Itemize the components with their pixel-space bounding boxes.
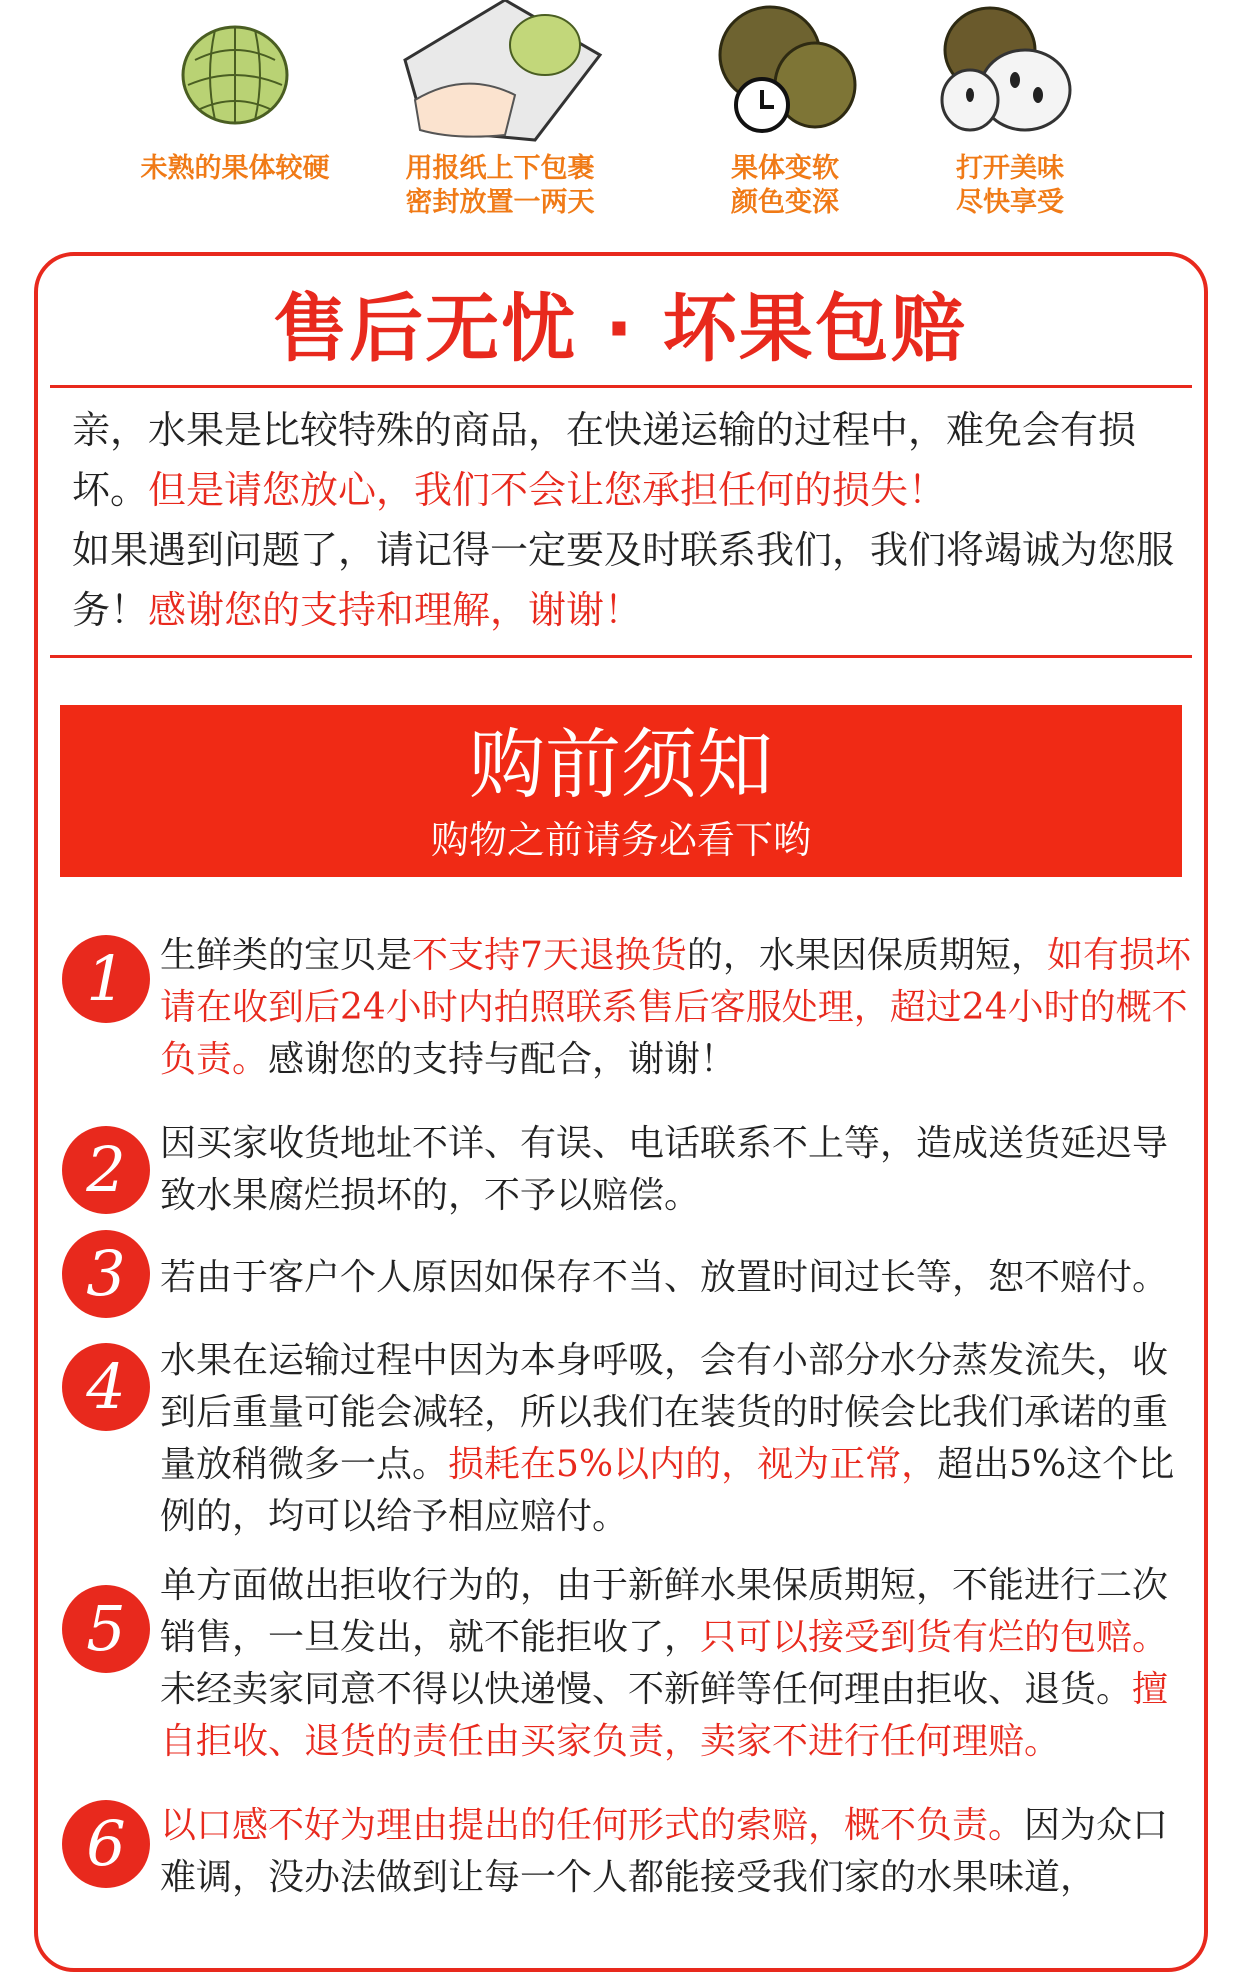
item-number-badge: 5 bbox=[62, 1585, 150, 1673]
step-4-line1: 打开美味 bbox=[956, 153, 1064, 184]
clock-fruit-icon bbox=[700, 0, 870, 140]
promise-p1: 亲，水果是比较特殊的商品，在快递运输的过程中，难免会有损坏。 bbox=[72, 408, 1137, 512]
item-number-badge: 3 bbox=[62, 1230, 150, 1318]
item-number-badge: 4 bbox=[62, 1343, 150, 1431]
promise-p2: 如果遇到问题了，请记得一定要及时联系我们，我们将竭诚为您服务！ bbox=[72, 528, 1175, 632]
notice-title: 购前须知 bbox=[469, 720, 773, 809]
step-3-label bbox=[655, 152, 915, 220]
step-1 bbox=[105, 0, 365, 235]
step-4-label bbox=[880, 152, 1140, 220]
promise-text bbox=[72, 400, 1182, 640]
item-1-text-c: 的，水果因保质期短， bbox=[686, 935, 1047, 976]
item-4-text-a: 水果在运输过程中因为本身呼吸，会有小部分水分蒸发流失，收到后重量可能会减轻，所以我们在装货的时候会比我们承诺的重量放稍微多一点。 bbox=[160, 1340, 1169, 1485]
item-number-badge: 1 bbox=[62, 935, 150, 1023]
step-1-line1: 未熟的果体较硬 bbox=[140, 153, 330, 184]
promise-title: 售后无忧 · 坏果包赔 bbox=[273, 286, 967, 372]
custard-apple-icon bbox=[160, 0, 310, 130]
notice-banner bbox=[60, 705, 1182, 877]
item-text bbox=[160, 1560, 1200, 1768]
step-2-label bbox=[370, 152, 630, 220]
item-4-emphasis-b: 损耗在5%以内的，视为正常， bbox=[448, 1444, 938, 1485]
step-1-label bbox=[105, 152, 365, 186]
newspaper-wrap-icon bbox=[385, 0, 615, 150]
item-5-text-a: 单方面做出拒收行为的，由于新鲜水果保质期短，不能进行二次销售，一旦发出，就不能拒收了， bbox=[160, 1565, 1169, 1658]
step-4-line2: 尽快享受 bbox=[956, 187, 1064, 218]
opened-fruit-icon bbox=[930, 0, 1090, 140]
item-1-text-a: 生鲜类的宝贝是 bbox=[160, 935, 413, 976]
item-text bbox=[160, 1335, 1200, 1543]
notice-subtitle: 购物之前请务必看下哟 bbox=[430, 818, 811, 862]
step-2-line1: 用报纸上下包裹 bbox=[405, 153, 595, 184]
divider-top bbox=[50, 385, 1192, 388]
item-6-text-b: 因为众口难调，没办法做到让每一个人都能接受我们家的水果味道， bbox=[160, 1805, 1169, 1898]
item-5-emphasis-b: 只可以接受到货有烂的包赔。 bbox=[700, 1617, 1169, 1658]
item-number-badge: 6 bbox=[62, 1800, 150, 1888]
promise-p2-emphasis: 感谢您的支持和理解，谢谢！ bbox=[148, 588, 643, 632]
step-3 bbox=[655, 0, 915, 235]
step-2-line2: 密封放置一两天 bbox=[405, 187, 595, 218]
divider-bottom bbox=[50, 655, 1192, 658]
item-1-emphasis-b: 不支持7天退换货 bbox=[412, 935, 687, 976]
item-number-badge: 2 bbox=[62, 1126, 150, 1214]
step-2 bbox=[370, 0, 630, 235]
promise-p1-emphasis: 但是请您放心，我们不会让您承担任何的损失！ bbox=[148, 468, 947, 512]
item-text bbox=[160, 930, 1200, 1086]
item-1-emphasis-d: 如有损坏请在收到后24小时内拍照联系售后客服处理，超过24小时的概不负责。 bbox=[160, 935, 1191, 1080]
item-4-text-c: 超出5%这个比例的，均可以给予相应赔付。 bbox=[160, 1444, 1175, 1537]
ripening-steps bbox=[0, 0, 1240, 235]
item-5-emphasis-d: 擅自拒收、退货的责任由买家负责，卖家不进行任何理赔。 bbox=[160, 1669, 1169, 1762]
step-4 bbox=[880, 0, 1140, 235]
item-text: 因买家收货地址不详、有误、电话联系不上等，造成送货延迟导致水果腐烂损坏的，不予以赔偿。 bbox=[160, 1123, 1169, 1216]
item-text: 若由于客户个人原因如保存不当、放置时间过长等，恕不赔付。 bbox=[160, 1257, 1169, 1298]
step-3-line1: 果体变软 bbox=[731, 153, 839, 184]
item-5-text-c: 未经卖家同意不得以快递慢、不新鲜等任何理由拒收、退货。 bbox=[160, 1669, 1133, 1710]
item-6-emphasis-a: 以口感不好为理由提出的任何形式的索赔，概不负责。 bbox=[160, 1805, 1025, 1846]
step-3-line2: 颜色变深 bbox=[731, 187, 839, 218]
item-text bbox=[160, 1800, 1200, 1904]
item-1-text-e: 感谢您的支持与配合，谢谢！ bbox=[268, 1039, 737, 1080]
